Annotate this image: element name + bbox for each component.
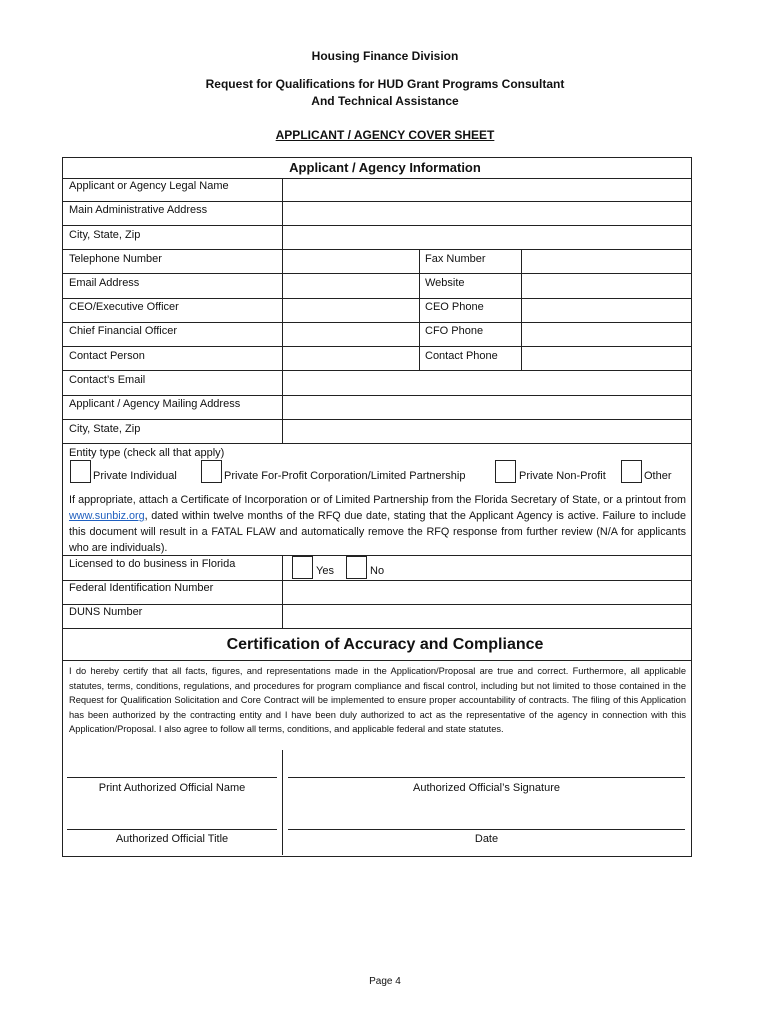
email-label: Email Address: [69, 277, 140, 289]
licensed-label: Licensed to do business in Florida: [69, 558, 236, 570]
rfq-title-line1: Request for Qualifications for HUD Grant Programs Consultant: [205, 77, 565, 91]
fein-field[interactable]: [284, 582, 689, 603]
private-individual-label: Private Individual: [93, 470, 177, 482]
cfo-field[interactable]: [284, 324, 418, 345]
other-label: Other: [644, 470, 672, 482]
fein-label: Federal Identification Number: [69, 582, 214, 594]
private-individual-checkbox[interactable]: [70, 460, 91, 483]
row-divider: [62, 370, 691, 371]
telephone-label: Telephone Number: [69, 253, 162, 265]
contact-email-field[interactable]: [284, 372, 689, 393]
ceo-label: CEO/Executive Officer: [69, 301, 179, 313]
row-divider: [62, 580, 691, 581]
main-address-label: Main Administrative Address: [69, 204, 208, 216]
other-checkbox[interactable]: [621, 460, 642, 483]
column-divider: [282, 555, 283, 628]
cfo-label: Chief Financial Officer: [69, 325, 178, 337]
ceo-phone-field[interactable]: [523, 300, 689, 321]
date-field[interactable]: [288, 804, 685, 828]
website-label: Website: [425, 277, 465, 289]
row-divider: [62, 273, 691, 274]
telephone-field[interactable]: [284, 251, 418, 272]
website-field[interactable]: [523, 275, 689, 296]
licensed-no-label: No: [370, 565, 385, 577]
licensed-yes-label: Yes: [316, 565, 334, 577]
column-divider: [521, 249, 522, 370]
sunbiz-link[interactable]: www.sunbiz.org: [69, 510, 145, 522]
contact-phone-label: Contact Phone: [425, 350, 498, 362]
for-profit-label: Private For-Profit Corporation/Limited Partnership: [224, 470, 466, 482]
print-name-field[interactable]: [67, 752, 277, 776]
rfq-title-line2: And Technical Assistance: [311, 94, 459, 108]
row-divider: [62, 395, 691, 396]
column-divider: [419, 249, 420, 370]
contact-person-label: Contact Person: [69, 350, 145, 362]
mailing-address-label: Applicant / Agency Mailing Address: [69, 398, 241, 410]
row-divider: [62, 443, 691, 444]
print-name-label: Print Authorized Official Name: [98, 782, 246, 794]
official-title-field[interactable]: [67, 804, 277, 828]
contact-email-label: Contact’s Email: [69, 374, 146, 386]
certificate-note-part2: , dated within twelve months of the RFQ due date, stating that the Applicant Agency is active. Failure to include this document will result in a FATAL FLAW and automatically remove the RFQ response from further review (N/A for applicants who are individuals).: [69, 510, 686, 554]
city-state-zip-2-field[interactable]: [284, 421, 689, 442]
licensed-no-checkbox[interactable]: [346, 556, 367, 579]
row-divider: [62, 628, 691, 629]
column-divider: [282, 750, 283, 855]
certificate-note: [69, 492, 686, 556]
licensed-yes-checkbox[interactable]: [292, 556, 313, 579]
certification-text: I do hereby certify that all facts, figures, and representations made in the Application/Proposal are true and correct. Furthermore, all applicable statutes, terms, conditions, regulations, and procedures for program compliance and fiscal control, including but not limited to those contained in the Request for Qualification Solicitation and Core Contract will be implemented to ensure proper accountability of contracts. The filing of this Application has been authorized by the contracting entity and I have been duly authorized to act as the representative of the agency in connection with this Application/Proposal. I also agree to follow all terms, conditions, and applicable federal and state statutes.: [69, 666, 686, 734]
ceo-phone-label: CEO Phone: [425, 301, 484, 313]
signature-field[interactable]: [288, 752, 685, 776]
column-divider: [282, 178, 283, 443]
sheet-title: APPLICANT / AGENCY COVER SHEET: [275, 128, 495, 142]
legal-name-field[interactable]: [284, 179, 689, 200]
signature-line: [288, 777, 685, 778]
main-address-field[interactable]: [284, 203, 689, 224]
contact-phone-field[interactable]: [523, 348, 689, 369]
row-divider: [62, 660, 691, 661]
city-state-zip-label: City, State, Zip: [69, 229, 141, 241]
certificate-note-part1: If appropriate, attach a Certificate of Incorporation or of Limited Partnership from the Florida Secretary of State, or a printout from: [69, 494, 686, 506]
row-divider: [62, 249, 691, 250]
legal-name-label: Applicant or Agency Legal Name: [69, 180, 229, 192]
duns-field[interactable]: [284, 606, 689, 627]
division-title: Housing Finance Division: [311, 49, 459, 63]
cert-section-title: Certification of Accuracy and Compliance: [226, 636, 544, 653]
date-line: [288, 829, 685, 830]
non-profit-checkbox[interactable]: [495, 460, 516, 483]
contact-person-field[interactable]: [284, 348, 418, 369]
official-title-line: [67, 829, 277, 830]
for-profit-checkbox[interactable]: [201, 460, 222, 483]
date-label: Date: [474, 833, 499, 845]
duns-label: DUNS Number: [69, 606, 143, 618]
email-field[interactable]: [284, 275, 418, 296]
row-divider: [62, 346, 691, 347]
city-state-zip-2-label: City, State, Zip: [69, 423, 141, 435]
print-name-line: [67, 777, 277, 778]
fax-field[interactable]: [523, 251, 689, 272]
ceo-field[interactable]: [284, 300, 418, 321]
row-divider: [62, 225, 691, 226]
cfo-phone-field[interactable]: [523, 324, 689, 345]
page-number: Page 4: [369, 976, 401, 987]
row-divider: [62, 604, 691, 605]
cfo-phone-label: CFO Phone: [425, 325, 484, 337]
mailing-address-field[interactable]: [284, 397, 689, 418]
fax-label: Fax Number: [425, 253, 486, 265]
row-divider: [62, 298, 691, 299]
info-section-title: Applicant / Agency Information: [289, 160, 481, 175]
city-state-zip-field[interactable]: [284, 227, 689, 248]
signature-label: Authorized Official’s Signature: [413, 782, 560, 794]
row-divider: [62, 419, 691, 420]
non-profit-label: Private Non-Profit: [519, 470, 606, 482]
entity-type-label: Entity type (check all that apply): [69, 447, 225, 459]
row-divider: [62, 322, 691, 323]
row-divider: [62, 201, 691, 202]
official-title-label: Authorized Official Title: [115, 833, 229, 845]
